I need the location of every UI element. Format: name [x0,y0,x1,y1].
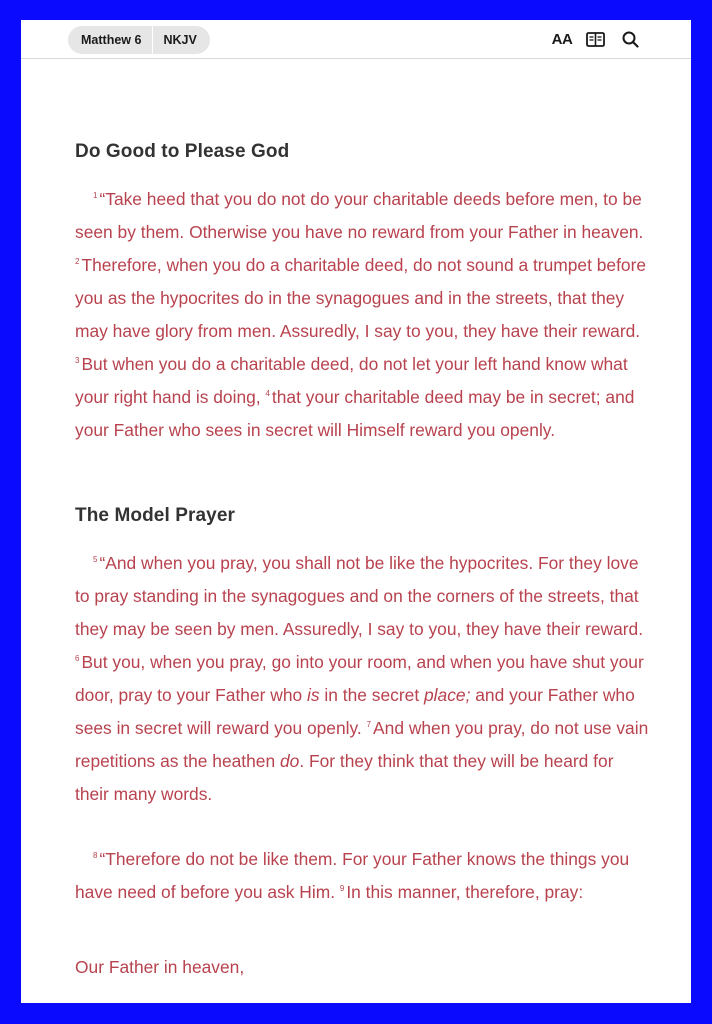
verse-number: 9 [339,884,345,893]
verse-text[interactable]: “And when you pray, you shall not be like the hypocrites. For they love to pray standing in the synagogues and on the corners of the streets, that they may be seen by men. Assuredly, I say to you, they have their reward. [75,553,644,639]
verse-number: 8 [93,851,98,860]
version-button[interactable]: NKJV [152,26,209,54]
paragraph [75,843,650,909]
reader-icon[interactable] [584,29,606,49]
verse-number: 4 [265,389,270,398]
verse-text[interactable]: “Take heed that you do not do your charitable deeds before men, to be seen by them. Otherwise you have no reward from your Father in heaven. [75,189,644,242]
verse-number: 2 [75,257,80,266]
section-heading: The Model Prayer [75,505,235,526]
top-toolbar [21,20,691,59]
book-chapter-button[interactable]: Matthew 6 [81,33,142,47]
verse-text[interactable]: Therefore, when you do a charitable deed, do not sound a trumpet before you as the hypocrites do in the synagogues and in the streets, that they may have glory from men. Assuredly, I say to you, they have their reward. [75,255,647,341]
text-size-label: AA [551,30,573,48]
passage-selector[interactable] [68,26,210,54]
paragraph [75,183,650,447]
verse-text[interactable]: But when you do a charitable deed, do not let your left hand know what your right hand is doing, [75,354,628,407]
verse-number: 1 [93,191,98,200]
verse-number: 7 [366,720,372,729]
verse-text[interactable]: that your charitable deed may be in secret; and your Father who sees in secret will Himself reward you openly. [75,387,635,440]
verse-number: 6 [75,654,80,663]
verse-text[interactable]: “Therefore do not be like them. For your Father knows the things you have need of before you ask Him. [75,849,630,902]
section-heading: Do Good to Please God [75,141,290,162]
search-icon[interactable] [619,29,641,49]
paragraph [75,547,650,811]
verse-text[interactable]: And when you pray, do not use vain repetitions as the heathen do. For they think that they will be heard for their many words. [75,718,649,804]
poetry-line[interactable]: Our Father in heaven, [75,957,245,977]
verse-text[interactable]: But you, when you pray, go into your room, and when you have shut your door, pray to your Father who is in the secret place; and your Father who sees in secret will reward you openly. [75,652,644,738]
text-size-icon[interactable] [551,29,573,49]
verse-text[interactable]: In this manner, therefore, pray: [346,882,584,902]
verse-number: 3 [75,356,80,365]
verse-number: 5 [93,555,98,564]
reader-window [21,20,691,1003]
